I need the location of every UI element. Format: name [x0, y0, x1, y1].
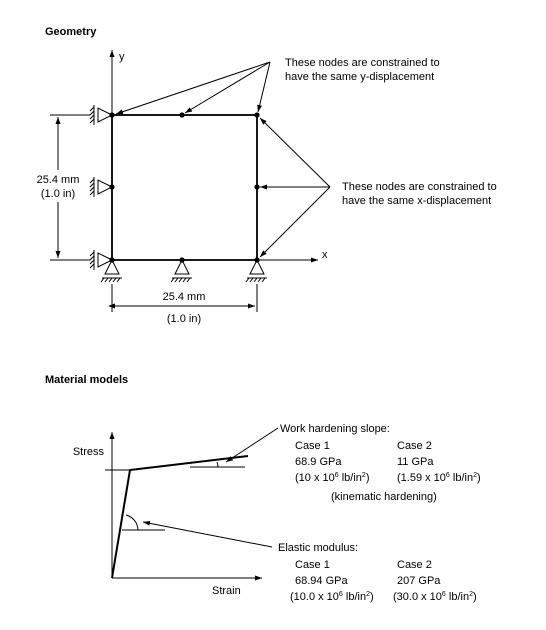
note-x-line2: have the same x-displacement: [342, 195, 492, 207]
roller-support-bottom-2: [171, 260, 192, 282]
node-top-right: [254, 112, 259, 117]
x-axis-label: x: [322, 249, 328, 261]
note-y-line1: These nodes are constrained to: [285, 57, 440, 69]
width-label-in: (1.0 in): [166, 313, 202, 325]
width-label-mm: 25.4 mm: [162, 291, 206, 303]
elastic-case2-label: Case 2: [397, 559, 432, 571]
roller-support-mid-left: [90, 177, 112, 197]
elastic-case2-imperial: (30.0 x $10^6$ $lb/in^2$): [393, 591, 477, 603]
roller-support-bottom-1: [101, 260, 122, 282]
height-label-in: (1.0 in): [40, 188, 76, 200]
hardening-case1-imperial: (10 x $10^6$ $lb/in^2$): [295, 472, 370, 484]
hardening-case2-label: Case 2: [397, 440, 432, 452]
hardening-note: (kinematic hardening): [331, 491, 437, 503]
material-heading: Material models: [45, 374, 129, 386]
hardening-case2-imperial: (1.59 x $10^6$ $lb/in^2$): [397, 472, 481, 484]
elastic-case1-value: 68.94 GPa: [295, 575, 348, 587]
y-constraint-arrows: [116, 62, 270, 114]
y-axis-label: y: [119, 51, 125, 63]
height-label-mm: 25.4 mm: [36, 174, 80, 186]
elastic-title: Elastic modulus:: [278, 542, 359, 554]
geometry-heading: Geometry: [45, 26, 97, 38]
elastic-case1-imperial: (10.0 x $10^6$ $lb/in^2$): [290, 591, 374, 603]
hardening-title: Work hardening slope:: [280, 423, 390, 435]
hardening-case1-value: 68.9 GPa: [295, 456, 342, 468]
note-y-line2: have the same y-displacement: [285, 71, 435, 83]
node-mid-right: [254, 184, 259, 189]
stress-strain-curve: [112, 456, 248, 578]
hardening-case2-value: 11 GPa: [397, 456, 434, 468]
note-x-line1: These nodes are constrained to: [342, 181, 497, 193]
roller-support-top-left: [90, 105, 112, 125]
stress-label: Stress: [72, 446, 104, 458]
elastic-case1-label: Case 1: [295, 559, 330, 571]
node-top-mid: [179, 112, 184, 117]
element-square: [112, 115, 257, 260]
hardening-case1-label: Case 1: [295, 440, 330, 452]
elastic-leader: [143, 522, 272, 547]
roller-support-bottom-3: [246, 260, 267, 282]
elastic-case2-value: 207 GPa: [397, 575, 441, 587]
hardening-leader: [226, 428, 278, 462]
x-constraint-arrows: [260, 118, 330, 257]
strain-label: Strain: [212, 585, 241, 597]
